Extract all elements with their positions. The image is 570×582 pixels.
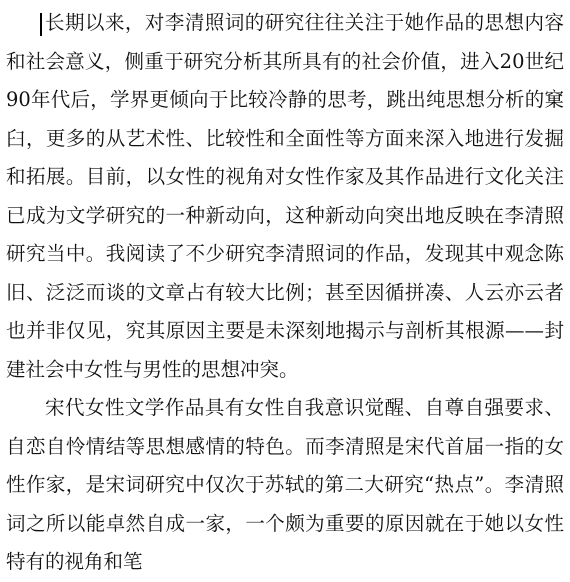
paragraph-2: 宋代女性文学作品具有女性自我意识觉醒、自尊自强要求、自恋自怜情结等思想感情的特色。而李清照是宋代首届一指的女性作家，是宋词研究中仅次于苏轼的第二大研究“热点”。李清照词之所以能卓然自成一家，一个颇为重要的原因就在于她以女性特有的视角和笔	[6, 396, 564, 573]
document-body[interactable]	[6, 4, 564, 582]
paragraph-1: 长期以来，对李清照词的研究往往关注于她作品的思想内容和社会意义，侧重于研究分析其所具有的社会价值，进入20世纪90年代后，学界更倾向于比较冷静的思考，跳出纯思想分析的窠臼，更多的从艺术性、比较性和全面性等方面来深入地进行发掘和拓展。目前，以女性的视角对女性作家及其作品进行文化关注已成为文学研究的一种新动向，这种新动向突出地反映在李清照研究当中。我阅读了不少研究李清照词的作品，发现其中观念陈旧、泛泛而谈的文章占有较大比例；甚至因循拼凑、人云亦云者也并非仅见，究其原因主要是未深刻地揭示与剖析其根源——封建社会中女性与男性的思想冲突。	[6, 11, 564, 381]
text-cursor	[40, 13, 42, 36]
